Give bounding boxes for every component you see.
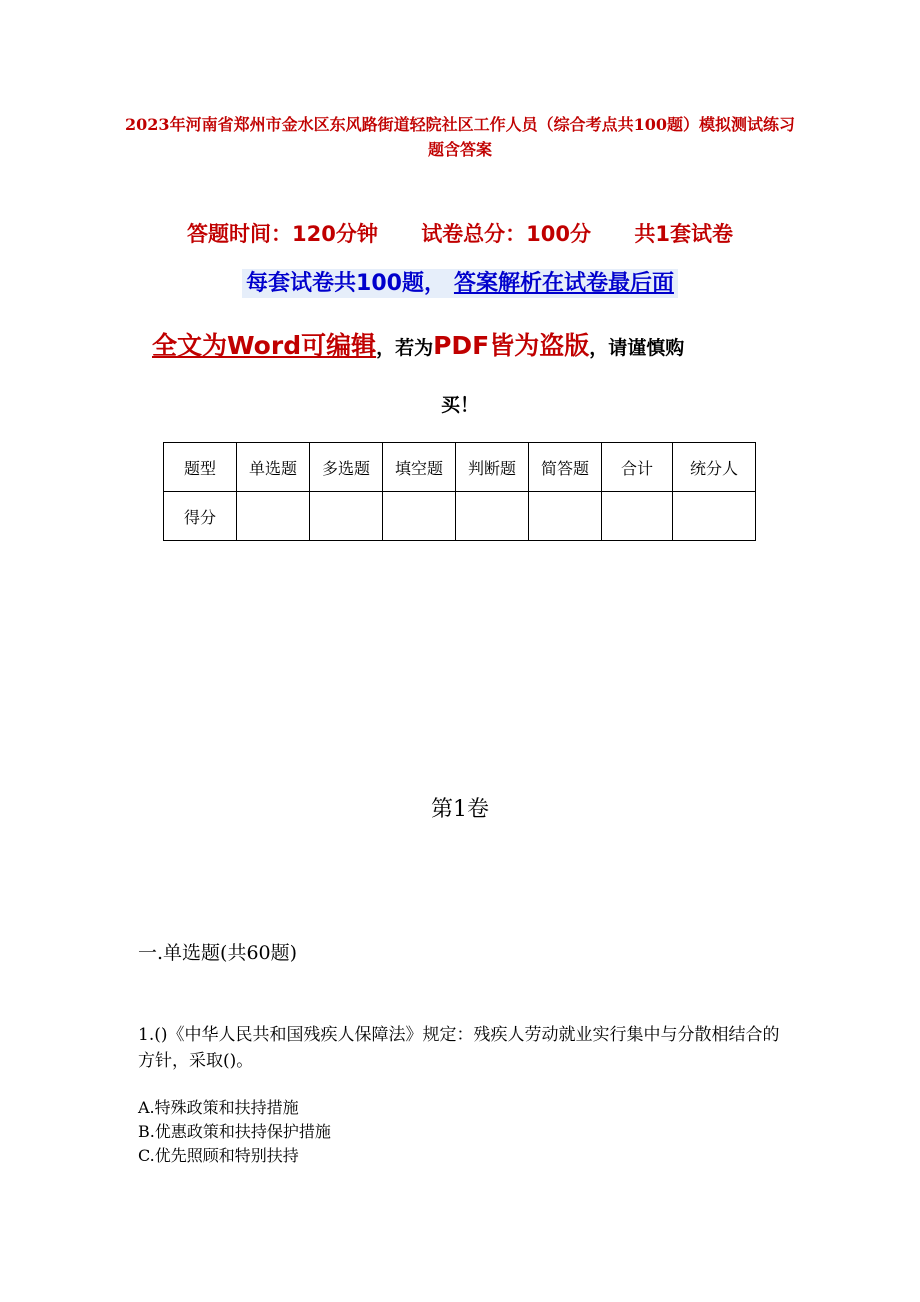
header-cell-total: 合计 [602,443,673,492]
warning-pdf-pirated: PDF皆为盗版 [433,331,590,360]
option-a: A.特殊政策和扶持措施 [138,1098,299,1117]
question-1-options [138,1096,331,1168]
exam-info [0,218,920,248]
score-cell[interactable] [529,492,602,541]
notice-question-count: 每套试卷共100题， [242,269,450,298]
question-1-text: 1.()《中华人民共和国残疾人保障法》规定：残疾人劳动就业实行集中与分散相结合的方针，采取()。 [138,1025,780,1071]
header-cell-single: 单选题 [237,443,310,492]
notice-answer-location: 答案解析在试卷最后面 [450,269,678,298]
warning-text-2: ，请谨慎购 [589,337,685,359]
header-cell-judge: 判断题 [456,443,529,492]
header-cell-short: 简答题 [529,443,602,492]
header-cell-multi: 多选题 [310,443,383,492]
notice-line [0,266,920,297]
score-table [163,442,756,541]
score-cell[interactable] [673,492,756,541]
warning-text-3: 买！ [440,394,479,416]
score-table-score-row [164,492,756,541]
warning-word-editable: 全文为Word可编辑 [152,331,377,360]
header-cell-scorer: 统分人 [673,443,756,492]
score-cell[interactable] [456,492,529,541]
score-cell[interactable] [310,492,383,541]
score-cell[interactable] [383,492,456,541]
exam-total-score: 试卷总分：100分 [421,222,592,246]
row-label-score: 得分 [164,492,237,541]
header-cell-type: 题型 [164,443,237,492]
exam-set-count: 共1套试卷 [634,222,733,246]
section-heading: 一.单选题(共60题) [138,942,298,964]
header-cell-fill: 填空题 [383,443,456,492]
warning-text-1: ，若为 [376,337,434,359]
exam-time: 答题时间：120分钟 [187,222,378,246]
option-c: C.优先照顾和特别扶持 [138,1146,299,1165]
volume-heading: 第1卷 [431,797,489,822]
score-cell[interactable] [602,492,673,541]
score-table-header-row [164,443,756,492]
score-cell[interactable] [237,492,310,541]
document-title: 2023年河南省郑州市金水区东风路街道轻院社区工作人员（综合考点共100题）模拟测试练习题含答案 [125,115,795,159]
option-b: B.优惠政策和扶持保护措施 [138,1122,331,1141]
piracy-warning [152,326,792,362]
